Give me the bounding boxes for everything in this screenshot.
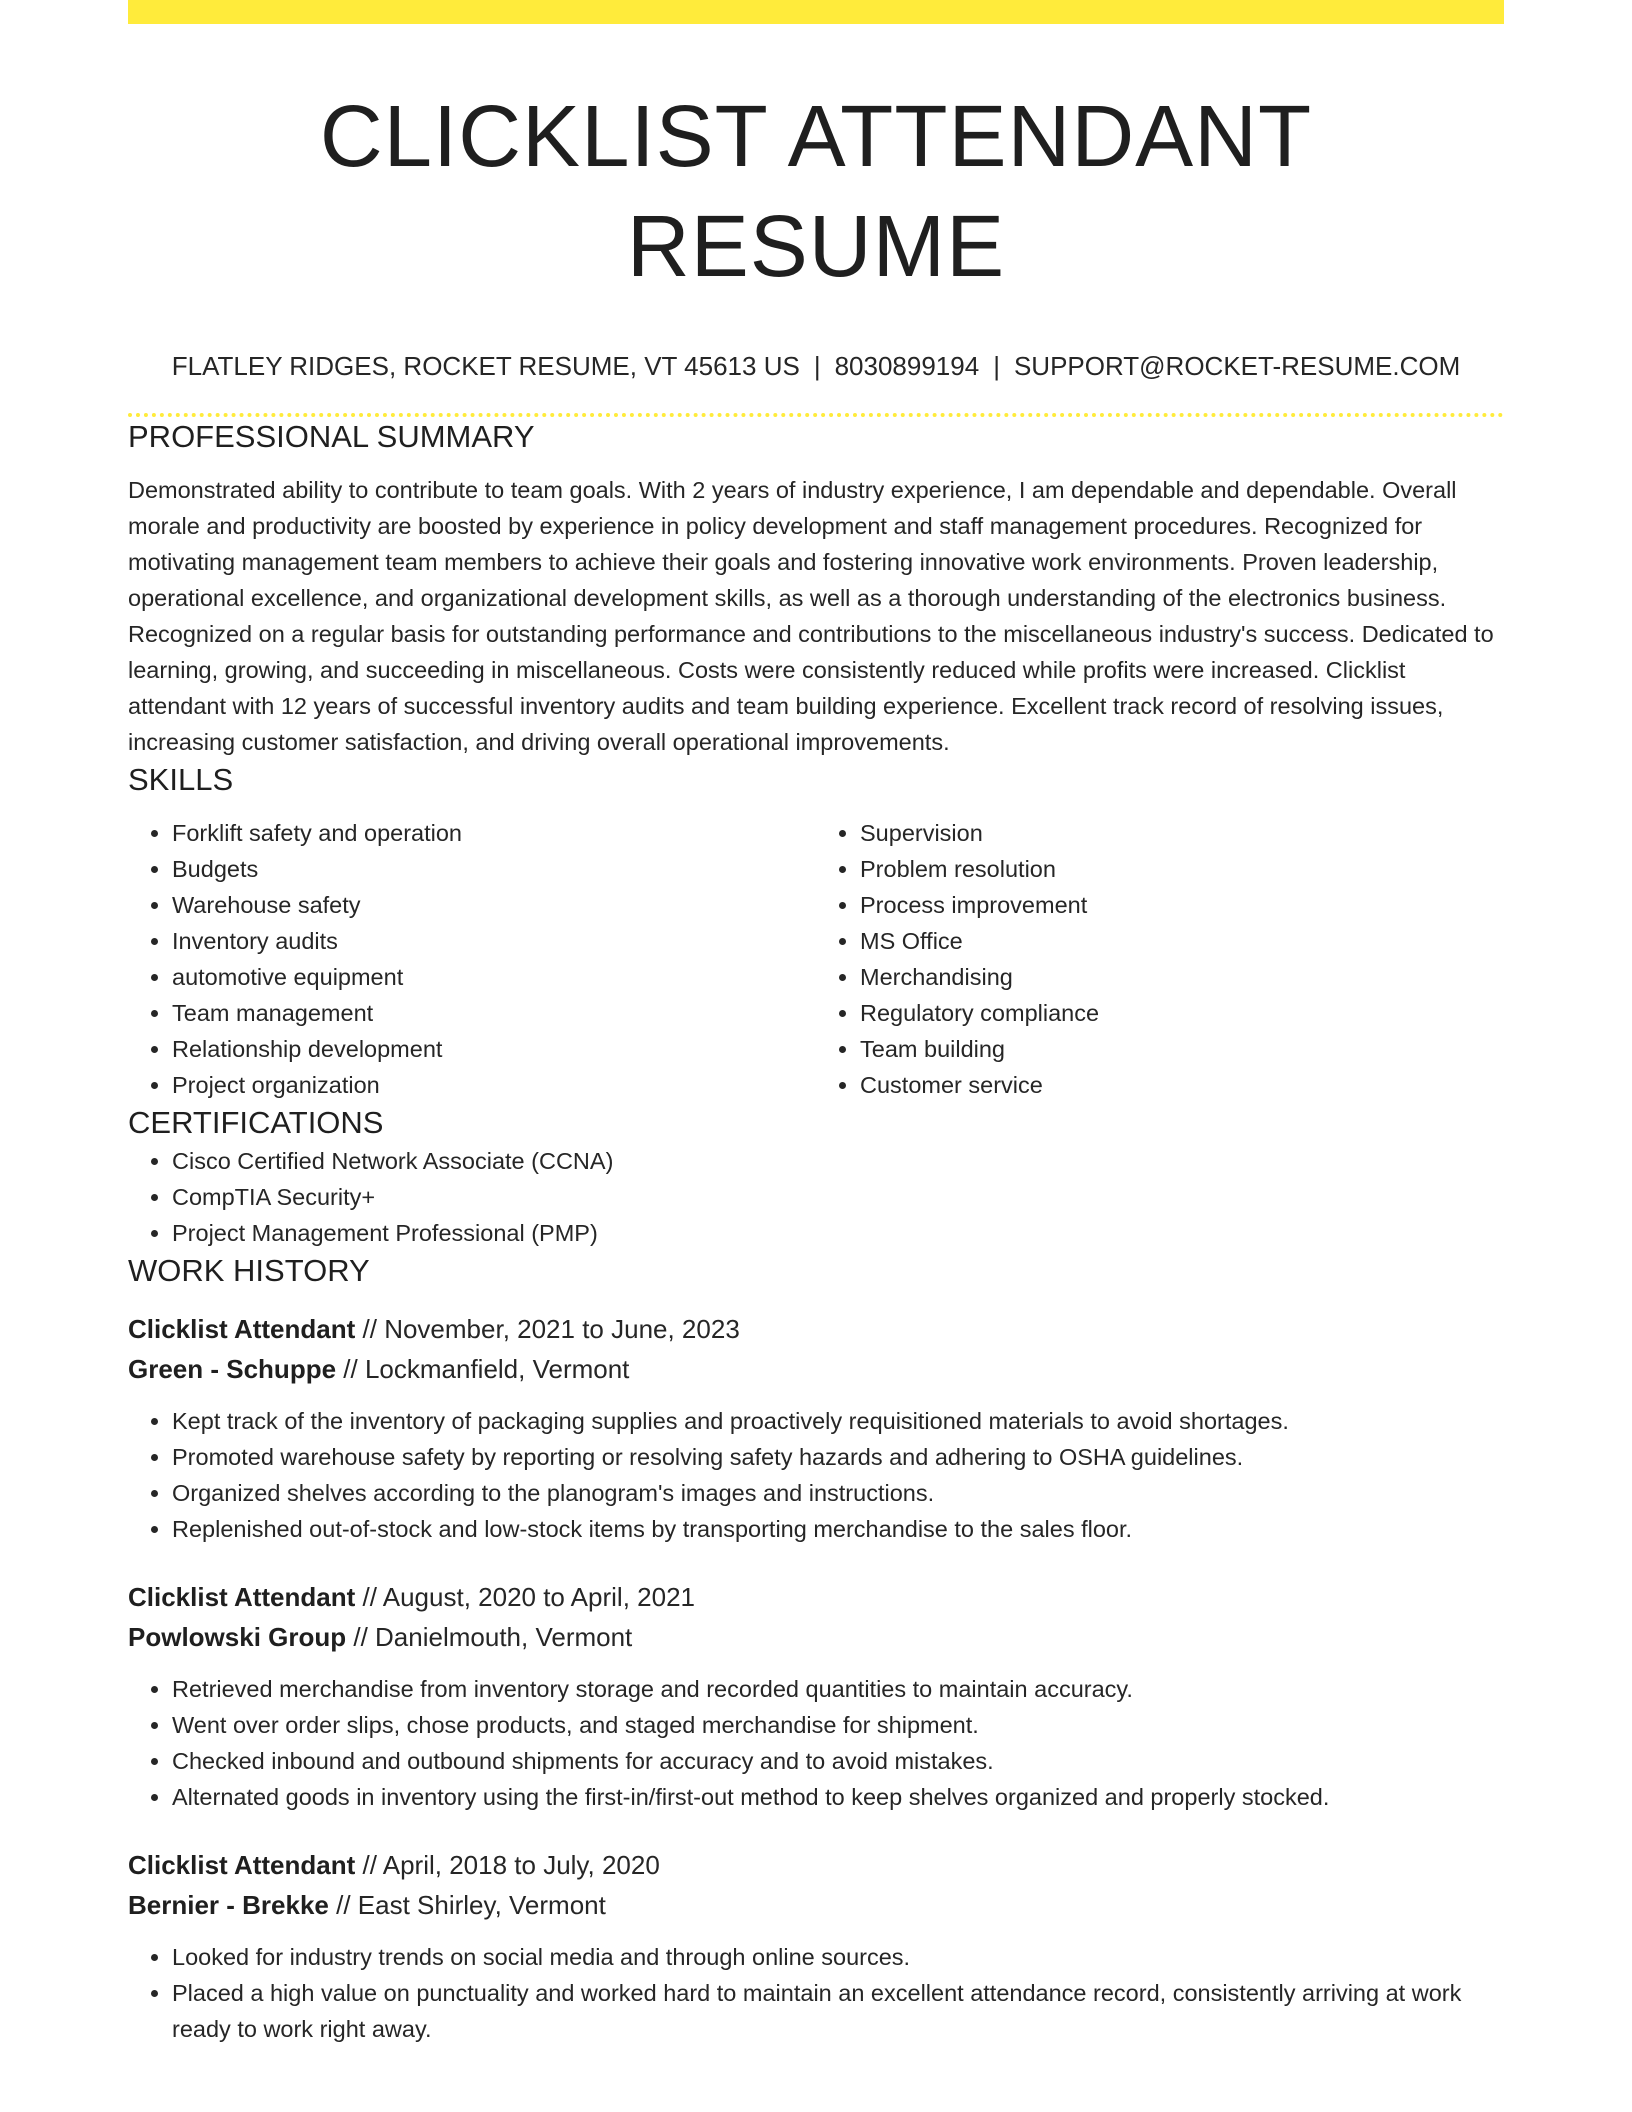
skill-item: • Problem resolution bbox=[860, 851, 1504, 887]
skill-item: • Merchandising bbox=[860, 959, 1504, 995]
job-company: Powlowski Group bbox=[128, 1622, 347, 1652]
skill-item: • Team management bbox=[172, 995, 816, 1031]
summary-text: Demonstrated ability to contribute to team goals. With 2 years of industry experience, I am dependable and dependable. Overall morale and productivity are boosted by experience in policy development and staff management procedures. Recognized for motivating management team members to achieve their goals and fostering innovative work environments. Proven leadership, operational excellence, and organizational development skills, as well as a thorough understanding of the electronics business. Recognized on a regular basis for outstanding performance and contributions to the miscellaneous industry's success. Dedicated to learning, growing, and succeeding in miscellaneous. Costs were consistently reduced while profits were increased. Clicklist attendant with 12 years of successful inventory audits and team building experience. Excellent track record of resolving issues, increasing customer satisfaction, and driving overall operational improvements. bbox=[128, 477, 1494, 755]
job-dates: // August, 2020 to April, 2021 bbox=[355, 1582, 695, 1612]
skills-list-right bbox=[816, 815, 1504, 1103]
skill-item: • Process improvement bbox=[860, 887, 1504, 923]
contact-phone: 8030899194 bbox=[834, 351, 980, 381]
job-location: // Danielmouth, Vermont bbox=[346, 1622, 633, 1652]
job-title-line bbox=[128, 1309, 1504, 1349]
contact-line bbox=[128, 348, 1504, 384]
job-bullets bbox=[128, 1939, 1504, 2047]
job-title: Clicklist Attendant bbox=[128, 1314, 356, 1344]
summary-heading: PROFESSIONAL SUMMARY bbox=[128, 419, 535, 454]
skill-item: • Warehouse safety bbox=[172, 887, 816, 923]
skill-item: • Team building bbox=[860, 1031, 1504, 1067]
job-dates: // April, 2018 to July, 2020 bbox=[355, 1850, 660, 1880]
certifications-list bbox=[128, 1143, 1504, 1251]
job-company-line bbox=[128, 1349, 1504, 1389]
skill-item: • Inventory audits bbox=[172, 923, 816, 959]
job-bullet: • Retrieved merchandise from inventory storage and recorded quantities to maintain accuracy. bbox=[172, 1671, 1504, 1707]
accent-top-bar bbox=[128, 0, 1504, 24]
skill-item: • Regulatory compliance bbox=[860, 995, 1504, 1031]
contact-email: SUPPORT@ROCKET-RESUME.COM bbox=[1013, 351, 1461, 381]
job-bullet: • Alternated goods in inventory using the first-in/first-out method to keep shelves organized and properly stocked. bbox=[172, 1779, 1504, 1815]
skill-item: • MS Office bbox=[860, 923, 1504, 959]
job-entry bbox=[128, 1577, 1504, 1815]
skill-item: • Customer service bbox=[860, 1067, 1504, 1103]
job-bullet: • Organized shelves according to the planogram's images and instructions. bbox=[172, 1475, 1504, 1511]
job-company: Green - Schuppe bbox=[128, 1354, 337, 1384]
job-entry bbox=[128, 1309, 1504, 1547]
skill-item: • Forklift safety and operation bbox=[172, 815, 816, 851]
job-company-line bbox=[128, 1617, 1504, 1657]
resume-content bbox=[128, 24, 1504, 2047]
certification-item: • CompTIA Security+ bbox=[172, 1179, 1504, 1215]
skills-columns bbox=[128, 815, 1504, 1103]
job-bullets bbox=[128, 1671, 1504, 1815]
job-bullet: • Replenished out-of-stock and low-stock items by transporting merchandise to the sales floor. bbox=[172, 1511, 1504, 1547]
skill-item: • Supervision bbox=[860, 815, 1504, 851]
job-entry bbox=[128, 1845, 1504, 2047]
job-bullet: • Looked for industry trends on social media and through online sources. bbox=[172, 1939, 1504, 1975]
job-bullets bbox=[128, 1403, 1504, 1547]
job-title: Clicklist Attendant bbox=[128, 1582, 356, 1612]
job-company: Bernier - Brekke bbox=[128, 1890, 329, 1920]
job-dates: // November, 2021 to June, 2023 bbox=[355, 1314, 740, 1344]
job-bullet: • Checked inbound and outbound shipments for accuracy and to avoid mistakes. bbox=[172, 1743, 1504, 1779]
job-location: // East Shirley, Vermont bbox=[328, 1890, 606, 1920]
contact-address: FLATLEY RIDGES, ROCKET RESUME, VT 45613 US bbox=[171, 351, 800, 381]
certification-item: • Project Management Professional (PMP) bbox=[172, 1215, 1504, 1251]
skill-item: • Relationship development bbox=[172, 1031, 816, 1067]
job-bullet: • Placed a high value on punctuality and worked hard to maintain an excellent attendance record, consistently arriving at work ready to work right away. bbox=[172, 1975, 1504, 2047]
contact-separator: | bbox=[993, 351, 1000, 381]
skill-item: • automotive equipment bbox=[172, 959, 816, 995]
job-company-line bbox=[128, 1885, 1504, 1925]
certifications-heading: CERTIFICATIONS bbox=[128, 1105, 384, 1140]
work-history-heading: WORK HISTORY bbox=[128, 1253, 370, 1288]
skill-item: • Project organization bbox=[172, 1067, 816, 1103]
skills-heading: SKILLS bbox=[128, 762, 234, 797]
job-bullet: • Promoted warehouse safety by reporting or resolving safety hazards and adhering to OSHA guidelines. bbox=[172, 1439, 1504, 1475]
job-bullet: • Went over order slips, chose products, and staged merchandise for shipment. bbox=[172, 1707, 1504, 1743]
job-location: // Lockmanfield, Vermont bbox=[336, 1354, 630, 1384]
job-title: Clicklist Attendant bbox=[128, 1850, 356, 1880]
skill-item: • Budgets bbox=[172, 851, 816, 887]
page-title: CLICKLIST ATTENDANT RESUME bbox=[319, 88, 1313, 295]
job-title-line bbox=[128, 1845, 1504, 1885]
certification-item: • Cisco Certified Network Associate (CCNA) bbox=[172, 1143, 1504, 1179]
skills-list-left bbox=[128, 815, 816, 1103]
job-bullet: • Kept track of the inventory of packaging supplies and proactively requisitioned materials to avoid shortages. bbox=[172, 1403, 1504, 1439]
contact-separator: | bbox=[813, 351, 821, 381]
job-title-line bbox=[128, 1577, 1504, 1617]
